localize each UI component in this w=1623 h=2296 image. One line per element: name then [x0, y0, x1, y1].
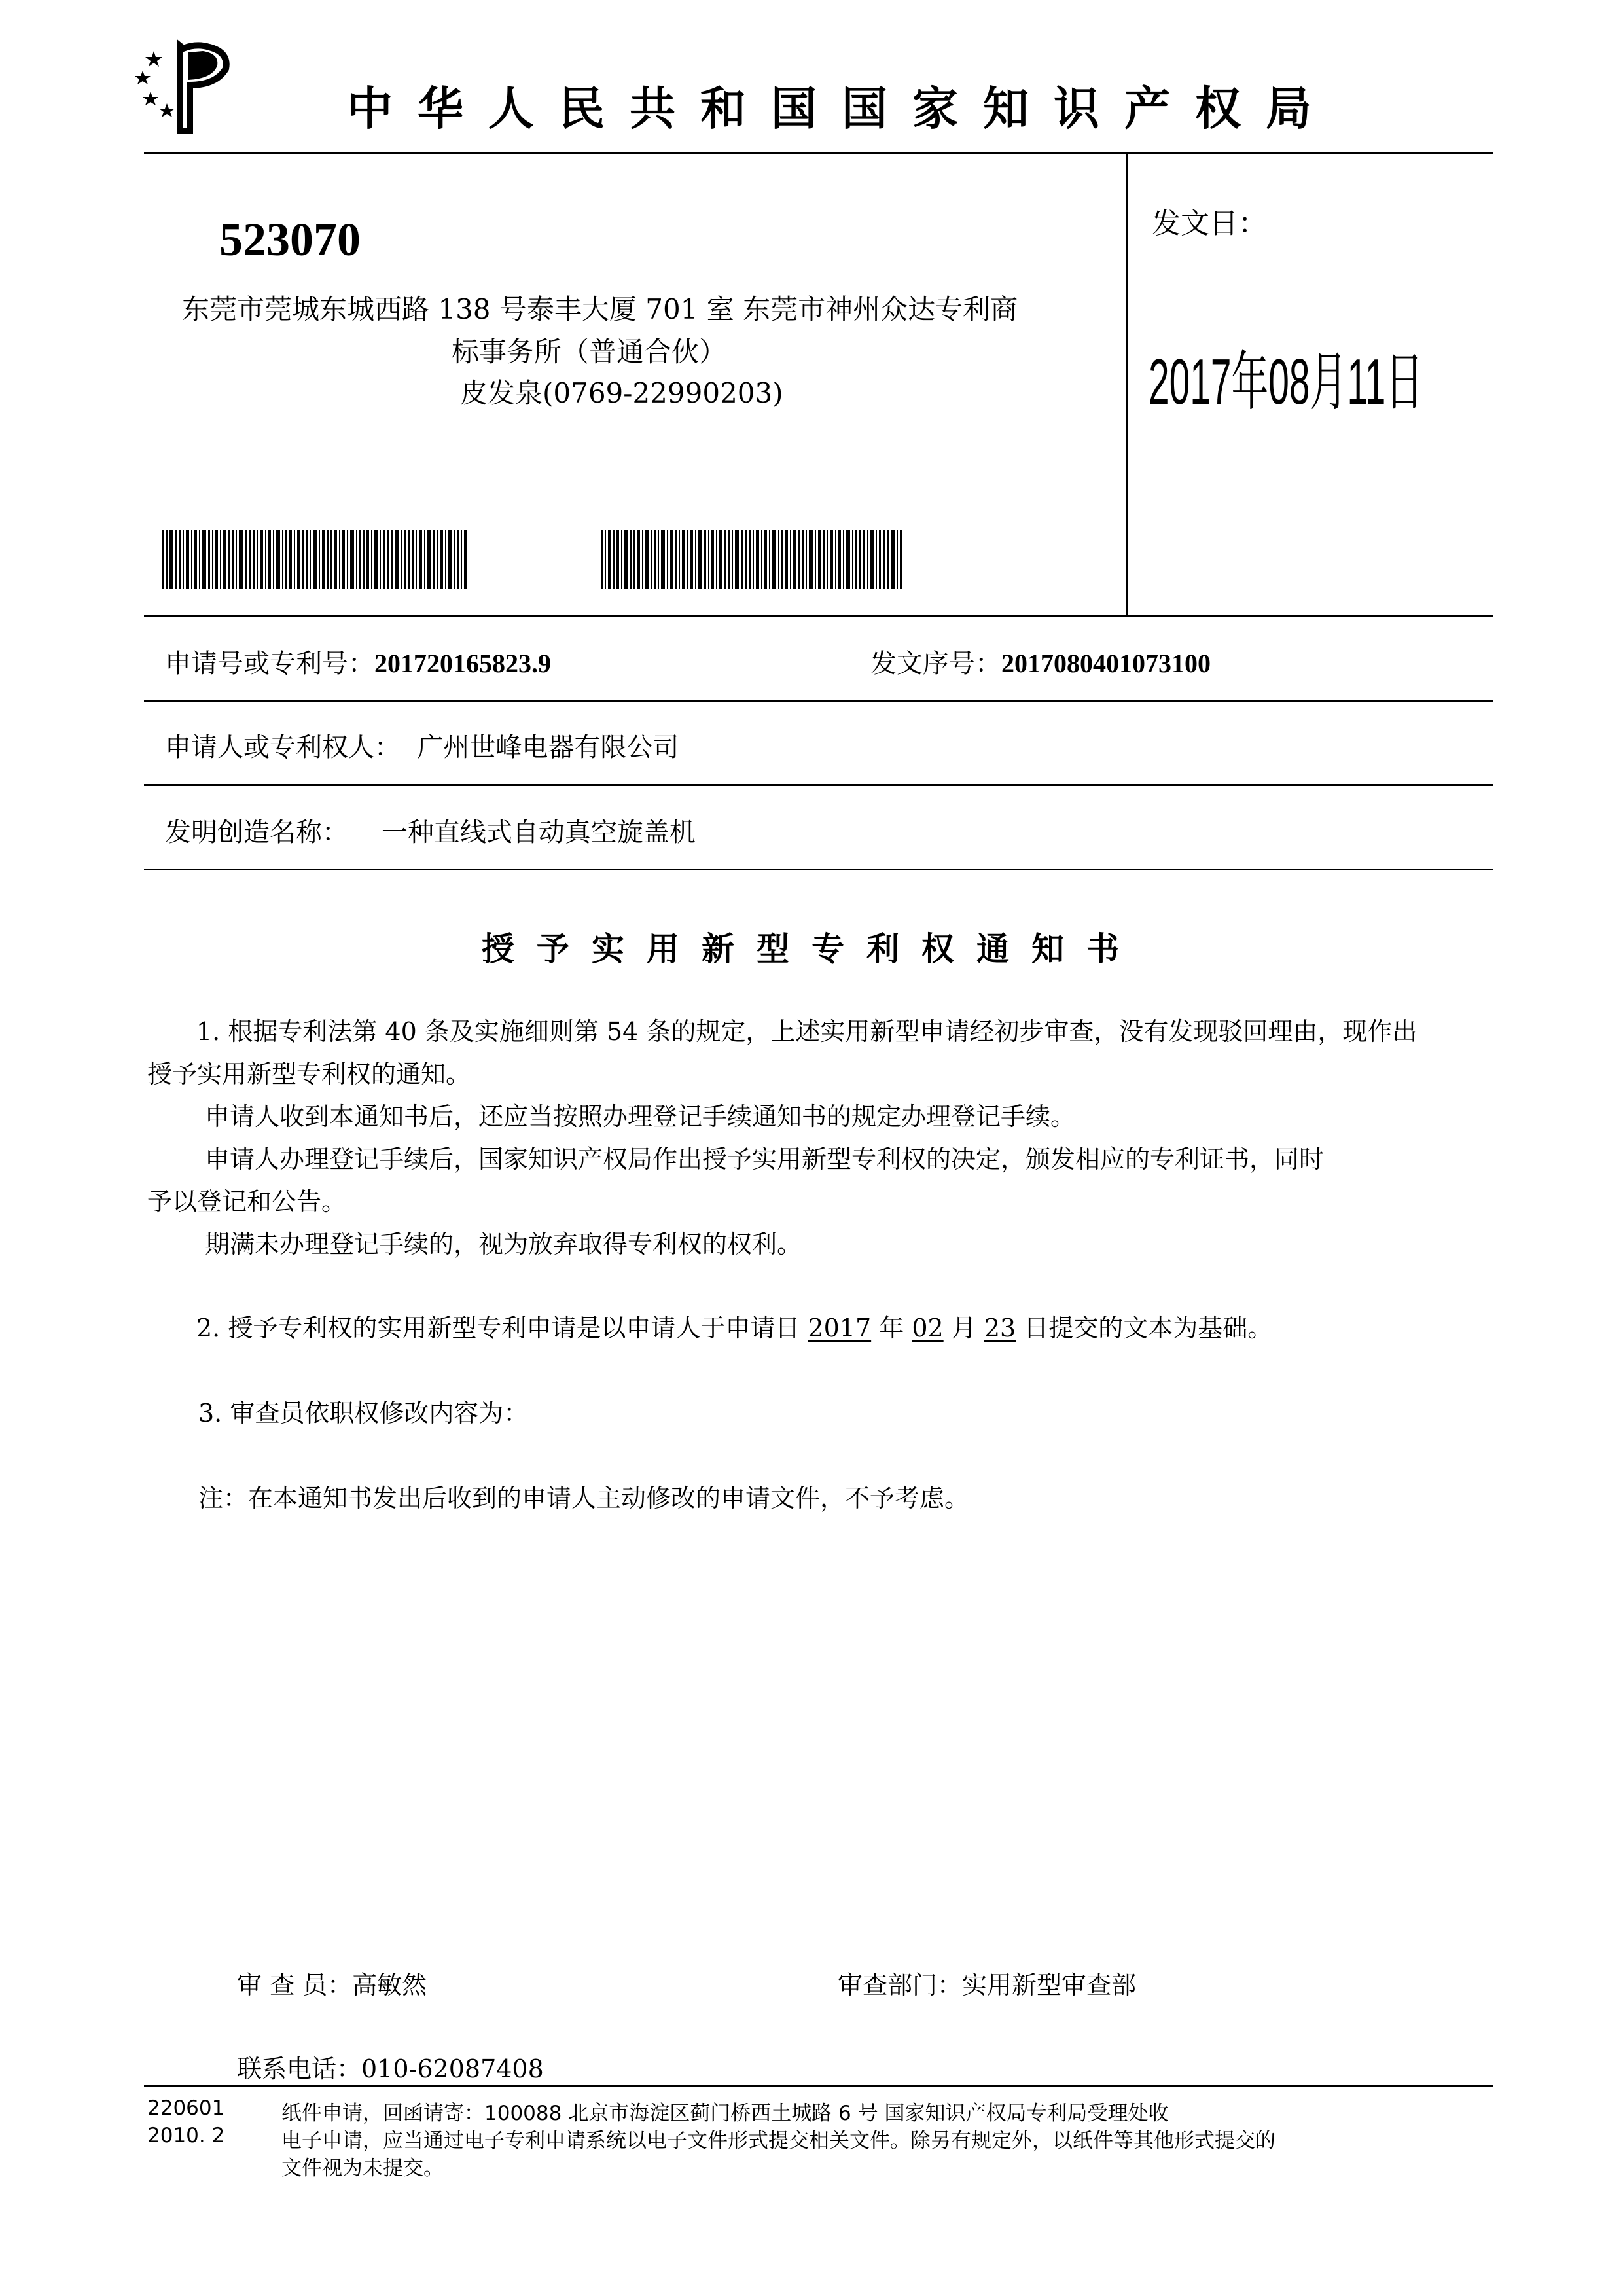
- applicant-label: 申请人或专利权人：: [165, 732, 401, 762]
- filing-year-suffix: 年: [871, 1314, 912, 1342]
- serial-number-value: 2017080401073100: [1001, 649, 1211, 678]
- invention-label: 发明创造名称：: [165, 817, 348, 848]
- dispatch-date-value: 2017年08月11日: [1149, 346, 1423, 418]
- application-number-value: 201720165823.9: [374, 649, 551, 678]
- paragraph-2: 申请人收到本通知书后，还应当按照办理登记手续通知书的规定办理登记手续。: [205, 1102, 1076, 1131]
- rule-after-header: [144, 615, 1493, 617]
- examiner: 审 查 员：高敏然: [237, 1971, 427, 2000]
- paragraph-5-prefix: 2. 授予专利权的实用新型专利申请是以申请人于申请日: [196, 1314, 808, 1342]
- barcode-right: [601, 530, 904, 589]
- rule-after-invention: [144, 869, 1493, 870]
- agency-title: 中华人民共和国国家知识产权局: [347, 82, 1336, 135]
- serial-number-label: 发文序号：: [870, 649, 1001, 679]
- sipo-logo-icon: [118, 39, 249, 137]
- header-rule: [144, 152, 1493, 154]
- form-code: 220601: [147, 2096, 225, 2120]
- note: 注：在本通知书发出后收到的申请人主动修改的申请文件，不予考虑。: [198, 1484, 970, 1513]
- filing-year: 2017: [808, 1314, 872, 1342]
- notice-title: 授予实用新型专利权通知书: [482, 930, 1141, 968]
- paragraph-3-line-1: 申请人办理登记手续后，国家知识产权局作出授予实用新型专利权的决定，颁发相应的专利证书，同时: [205, 1145, 1325, 1174]
- recipient-contact: 皮发泉(0769-22990203): [460, 377, 783, 409]
- paragraph-3-line-2: 予以登记和公告。: [147, 1187, 347, 1216]
- paragraph-4: 期满未办理登记手续的，视为放弃取得专利权的权利。: [205, 1230, 802, 1259]
- paragraph-1-line-1: 1. 根据专利法第 40 条及实施细则第 54 条的规定，上述实用新型申请经初步审查，没有发现驳回理由，现作出: [196, 1017, 1418, 1046]
- paragraph-5: [196, 1308, 1272, 1344]
- contact-phone: 联系电话：010-62087408: [237, 2054, 544, 2083]
- application-number-label: 申请号或专利号：: [165, 649, 374, 679]
- examination-department: 审查部门：实用新型审查部: [838, 1971, 1137, 2000]
- invention-value: 一种直线式自动真空旋盖机: [381, 817, 696, 848]
- filing-month-suffix: 月: [943, 1314, 984, 1342]
- barcode-left: [162, 530, 469, 589]
- address-line-2: 标事务所（普通合伙）: [452, 336, 727, 368]
- postcode: 523070: [219, 213, 361, 266]
- dispatch-date-label: 发文日：: [1152, 207, 1267, 240]
- application-number-field: [165, 643, 551, 680]
- paragraph-1-line-2: 授予实用新型专利权的通知。: [147, 1060, 471, 1088]
- form-version: 2010. 2: [147, 2124, 225, 2147]
- footer-line-2: 电子申请，应当通过电子专利申请系统以电子文件形式提交相关文件。除另有规定外，以纸件等其他形式提交的: [281, 2129, 1275, 2153]
- footer-rule: [144, 2085, 1493, 2087]
- paragraph-5-suffix: 日提交的文本为基础。: [1016, 1314, 1273, 1342]
- footer-line-3: 文件视为未提交。: [281, 2157, 444, 2180]
- rule-after-application: [144, 700, 1493, 702]
- applicant-value: 广州世峰电器有限公司: [417, 732, 679, 762]
- applicant-field: [165, 726, 679, 764]
- rule-after-applicant: [144, 784, 1493, 786]
- footer-line-1: 纸件申请，回函请寄：100088 北京市海淀区蓟门桥西土城路 6 号 国家知识产权局专利局受理处收: [281, 2102, 1169, 2125]
- paragraph-6: 3. 审查员依职权修改内容为：: [198, 1399, 529, 1427]
- address-line-1: 东莞市莞城东城西路 138 号泰丰大厦 701 室 东莞市神州众达专利商: [182, 293, 1018, 325]
- invention-field: [165, 812, 696, 849]
- serial-number-field: [870, 643, 1211, 680]
- filing-month: 02: [912, 1314, 944, 1342]
- date-column-divider: [1126, 152, 1128, 617]
- filing-day: 23: [984, 1314, 1016, 1342]
